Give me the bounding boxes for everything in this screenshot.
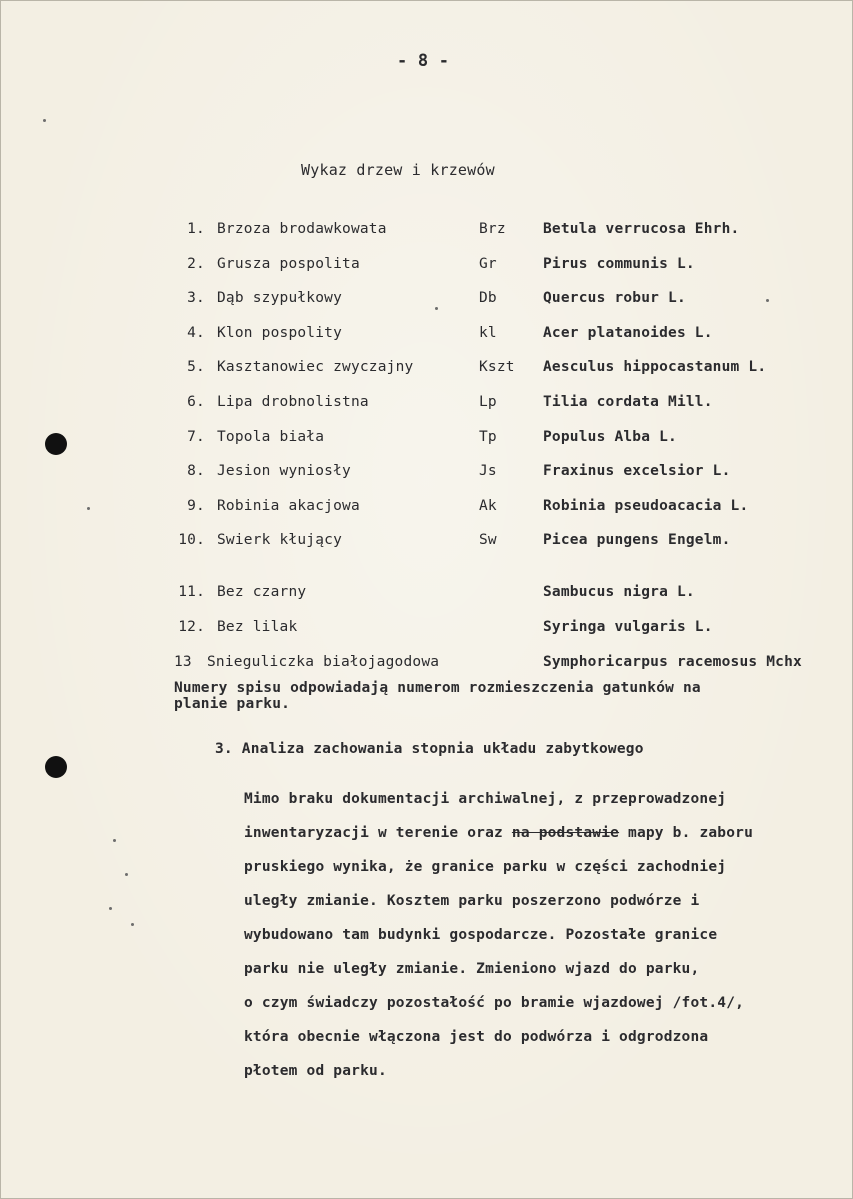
page-number: - 8 - [397,51,450,71]
species-latin-name: Robinia pseudoacacia L. [543,498,749,514]
paragraph-line: Mimo braku dokumentacji archiwalnej, z przeprowadzonej [244,791,727,807]
scan-speck [125,873,128,876]
paragraph-line: pruskiego wynika, że granice parku w części zachodniej [244,859,727,875]
species-abbreviation: Ak [479,498,497,514]
punch-hole [45,433,67,455]
paragraph-line: parku nie uległy zmianie. Zmieniono wjazd do parku, [244,961,700,977]
species-abbreviation: Sw [479,532,497,548]
species-latin-name: Sambucus nigra L. [543,584,695,600]
species-latin-name: Tilia cordata Mill. [543,394,713,410]
species-number: 3. [187,290,205,306]
species-name: Swierk kłujący [217,532,343,548]
species-name: Snieguliczka białojagodowa [207,654,440,670]
paragraph-text: mapy b. zaboru [619,825,754,841]
paragraph-line: o czym świadczy pozostałość po bramie wjazdowej /fot.4/, [244,995,745,1011]
species-name: Topola biała [217,429,325,445]
scan-speck [131,923,134,926]
species-latin-name: Aesculus hippocastanum L. [543,359,767,375]
species-name: Lipa drobnolistna [217,394,369,410]
note-line: planie parku. [174,696,291,712]
species-name: Bez lilak [217,619,298,635]
species-number: 9. [187,498,205,514]
species-abbreviation: Kszt [479,359,515,375]
species-number: 2. [187,256,205,272]
scan-speck [766,299,769,302]
species-name: Klon pospolity [217,325,343,341]
species-number: 6. [187,394,205,410]
species-latin-name: Pirus communis L. [543,256,695,272]
species-latin-name: Quercus robur L. [543,290,686,306]
species-latin-name: Acer platanoides L. [543,325,713,341]
species-name: Robinia akacjowa [217,498,360,514]
species-number: 8. [187,463,205,479]
section-heading: 3. Analiza zachowania stopnia układu zabytkowego [215,741,644,757]
species-number: 12. [178,619,205,635]
species-latin-name: Betula verrucosa Ehrh. [543,221,740,237]
species-latin-name: Picea pungens Engelm. [543,532,731,548]
paragraph-line: wybudowano tam budynki gospodarcze. Pozostałe granice [244,927,718,943]
species-name: Kasztanowiec zwyczajny [217,359,414,375]
species-abbreviation: Db [479,290,497,306]
species-number: 7. [187,429,205,445]
paragraph-text: inwentaryzacji w terenie oraz [244,825,512,841]
scan-speck [435,307,438,310]
punch-hole [45,756,67,778]
paragraph-line: która obecnie włączona jest do podwórza i odgrodzona [244,1029,709,1045]
scan-speck [113,839,116,842]
species-latin-name: Fraxinus excelsior L. [543,463,731,479]
species-abbreviation: Tp [479,429,497,445]
species-name: Bez czarny [217,584,307,600]
species-abbreviation: Gr [479,256,497,272]
species-abbreviation: Lp [479,394,497,410]
paragraph-line: uległy zmianie. Kosztem parku poszerzono podwórze i [244,893,700,909]
scan-speck [109,907,112,910]
species-name: Grusza pospolita [217,256,360,272]
scan-speck [43,119,46,122]
species-abbreviation: kl [479,325,497,341]
species-name: Brzoza brodawkowata [217,221,387,237]
species-latin-name: Symphoricarpus racemosus Mchx [543,654,802,670]
species-number: 4. [187,325,205,341]
species-name: Dąb szypułkowy [217,290,343,306]
list-title: Wykaz drzew i krzewów [301,161,495,179]
paragraph-line: płotem od parku. [244,1063,387,1079]
species-name: Jesion wyniosły [217,463,351,479]
paragraph-line [244,825,753,841]
species-latin-name: Syringa vulgaris L. [543,619,713,635]
species-number: 11. [178,584,205,600]
species-number: 1. [187,221,205,237]
scan-speck [87,507,90,510]
species-number: 13 [174,654,192,670]
species-abbreviation: Brz [479,221,506,237]
species-number: 10. [178,532,205,548]
species-abbreviation: Js [479,463,497,479]
struck-text: na podstawie [511,825,620,841]
species-latin-name: Populus Alba L. [543,429,677,445]
note-line: Numery spisu odpowiadają numerom rozmieszczenia gatunków na [174,680,701,696]
species-number: 5. [187,359,205,375]
